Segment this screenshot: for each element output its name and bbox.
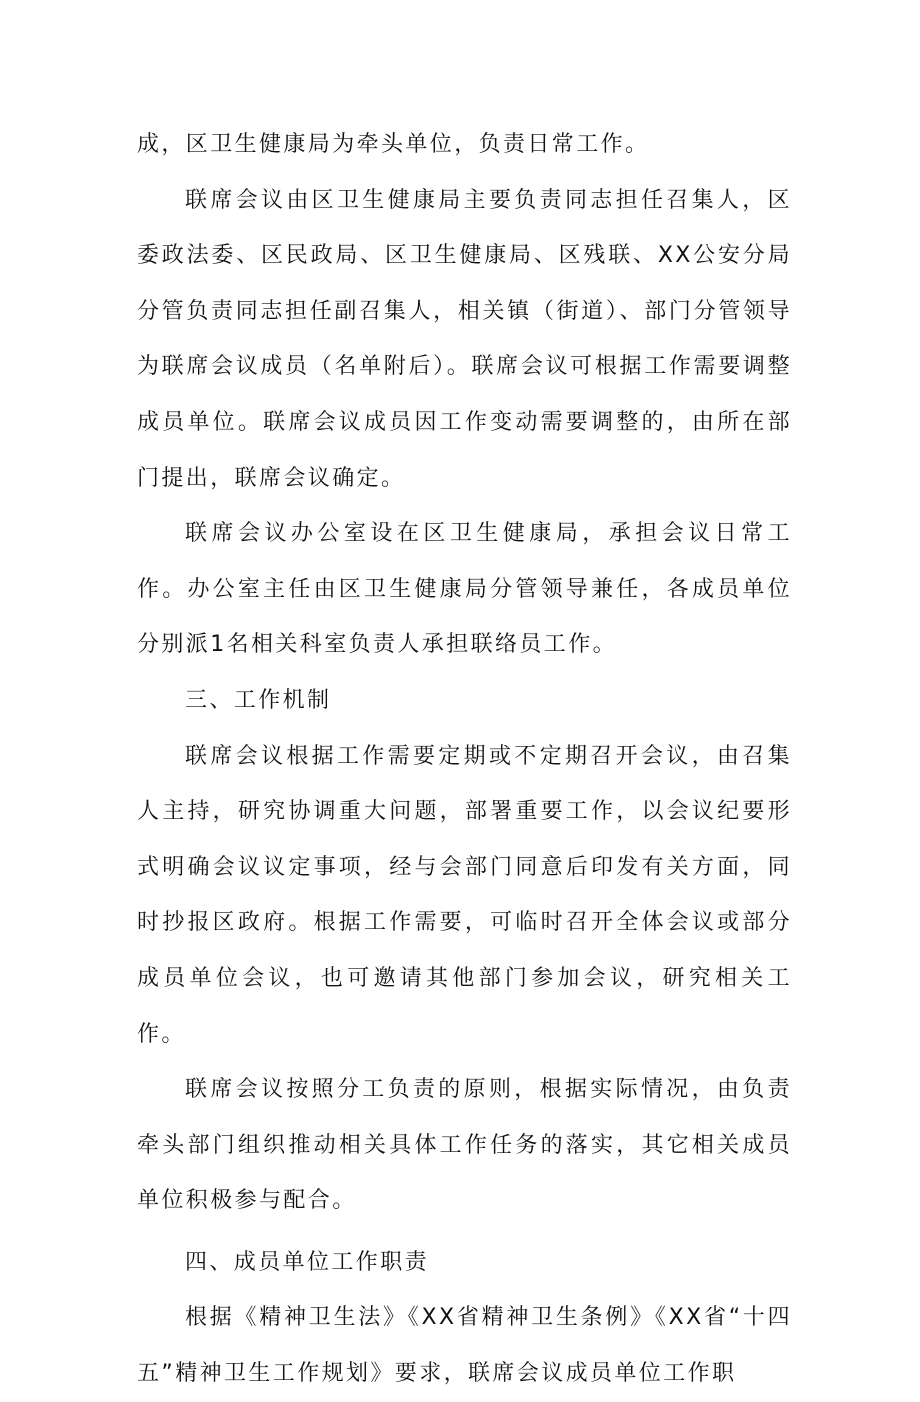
paragraph-convener: 联席会议由区卫生健康局主要负责同志担任召集人，区委政法委、区民政局、区卫生健康局、区残联、XX公安分局分管负责同志担任副召集人，相关镇（街道）、部门分管领导为联席会议成员（名单附后）。联席会议可根据工作需要调整成员单位。联席会议成员因工作变动需要调整的，由所在部门提出，联席会议确定。 [137, 187, 792, 491]
paragraph-office: 联席会议办公室设在区卫生健康局，承担会议日常工作。办公室主任由区卫生健康局分管领导兼任，各成员单位分别派1名相关科室负责人承担联络员工作。 [137, 521, 792, 658]
paragraph-lead-unit: 成，区卫生健康局为牵头单位，负责日常工作。 [137, 132, 650, 157]
paragraph-division-of-labor: 联席会议按照分工负责的原则，根据实际情况，由负责牵头部门组织推动相关具体工作任务的落实，其它相关成员单位积极参与配合。 [137, 1077, 792, 1214]
paragraph-duties-basis: 根据《精神卫生法》《XX省精神卫生条例》《XX省“十四五”精神卫生工作规划》要求，联席会议成员单位工作职 [137, 1305, 792, 1387]
paragraph-meetings: 联席会议根据工作需要定期或不定期召开会议，由召集人主持，研究协调重大问题，部署重要工作，以会议纪要形式明确会议议定事项，经与会部门同意后印发有关方面，同时抄报区政府。根据工作需要，可临时召开全体会议或部分成员单位会议，也可邀请其他部门参加会议，研究相关工作。 [137, 743, 792, 1047]
section-heading-member-duties: 四、成员单位工作职责 [185, 1249, 430, 1275]
section-heading-work-mechanism: 三、工作机制 [185, 687, 332, 713]
